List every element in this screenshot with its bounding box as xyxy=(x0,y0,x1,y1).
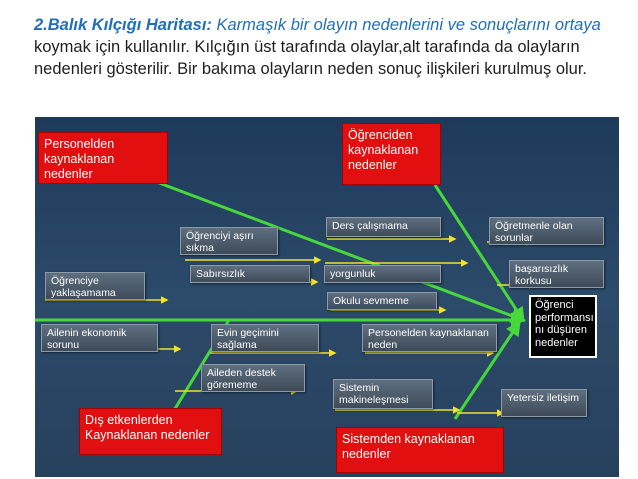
intro-paragraph xyxy=(34,14,626,80)
category-staff: Personelden kaynaklanan nedenler xyxy=(38,132,168,184)
bone-student xyxy=(435,185,523,320)
fishbone-diagram xyxy=(35,117,619,477)
cause-ders-calismama: Ders çalışmama xyxy=(326,217,441,237)
effect-box: Öğrenci performansı nı düşüren nedenler xyxy=(529,295,597,358)
cause-okulu-sevmeme: Okulu sevmeme xyxy=(327,292,437,310)
intro-lead: 2.Balık Kılçığı Haritası: xyxy=(34,16,212,34)
cause-ailenin-ekonomik: Ailenin ekonomik sorunu xyxy=(41,324,158,352)
cause-ogretmenle: Öğretmenle olan sorunlar xyxy=(489,217,604,245)
cause-ogrenciyi-asiri: Öğrenciyi aşırı sıkma xyxy=(180,227,278,255)
cause-ogrenciye-yaklasma: Öğrenciye yaklaşamama xyxy=(45,272,145,300)
cause-evin-gecimi: Evin geçimini sağlama xyxy=(211,324,319,352)
cause-sistemin: Sistemin makineleşmesi xyxy=(333,379,433,409)
cause-basarisizlik: başarısızlık korkusu xyxy=(509,260,604,288)
intro-rest: koymak için kullanılır. Kılçığın üst tarafında olaylar,alt tarafında da olayların nedenleri gösterilir. Bir bakıma olayların neden sonuç ilişkileri kurulmuş olur. xyxy=(34,38,588,78)
cause-yetersiz: Yetersiz iletişim xyxy=(501,389,587,417)
cause-yorgunluk: yorgunluk xyxy=(324,265,441,283)
category-system: Sistemden kaynaklanan nedenler xyxy=(336,427,504,473)
category-external: Dış etkenlerden Kaynaklanan nedenler xyxy=(79,408,222,455)
intro-italic: Karmaşık bir olayın nedenlerini ve sonuçlarını ortaya xyxy=(211,16,601,34)
cause-personelden-neden: Personelden kaynaklanan neden xyxy=(362,324,497,352)
cause-aileden-destek: Aileden destek görememe xyxy=(201,364,305,392)
category-student: Öğrenciden kaynaklanan nedenler xyxy=(342,123,441,185)
cause-sabirsizlik: Sabırsızlık xyxy=(190,265,310,283)
